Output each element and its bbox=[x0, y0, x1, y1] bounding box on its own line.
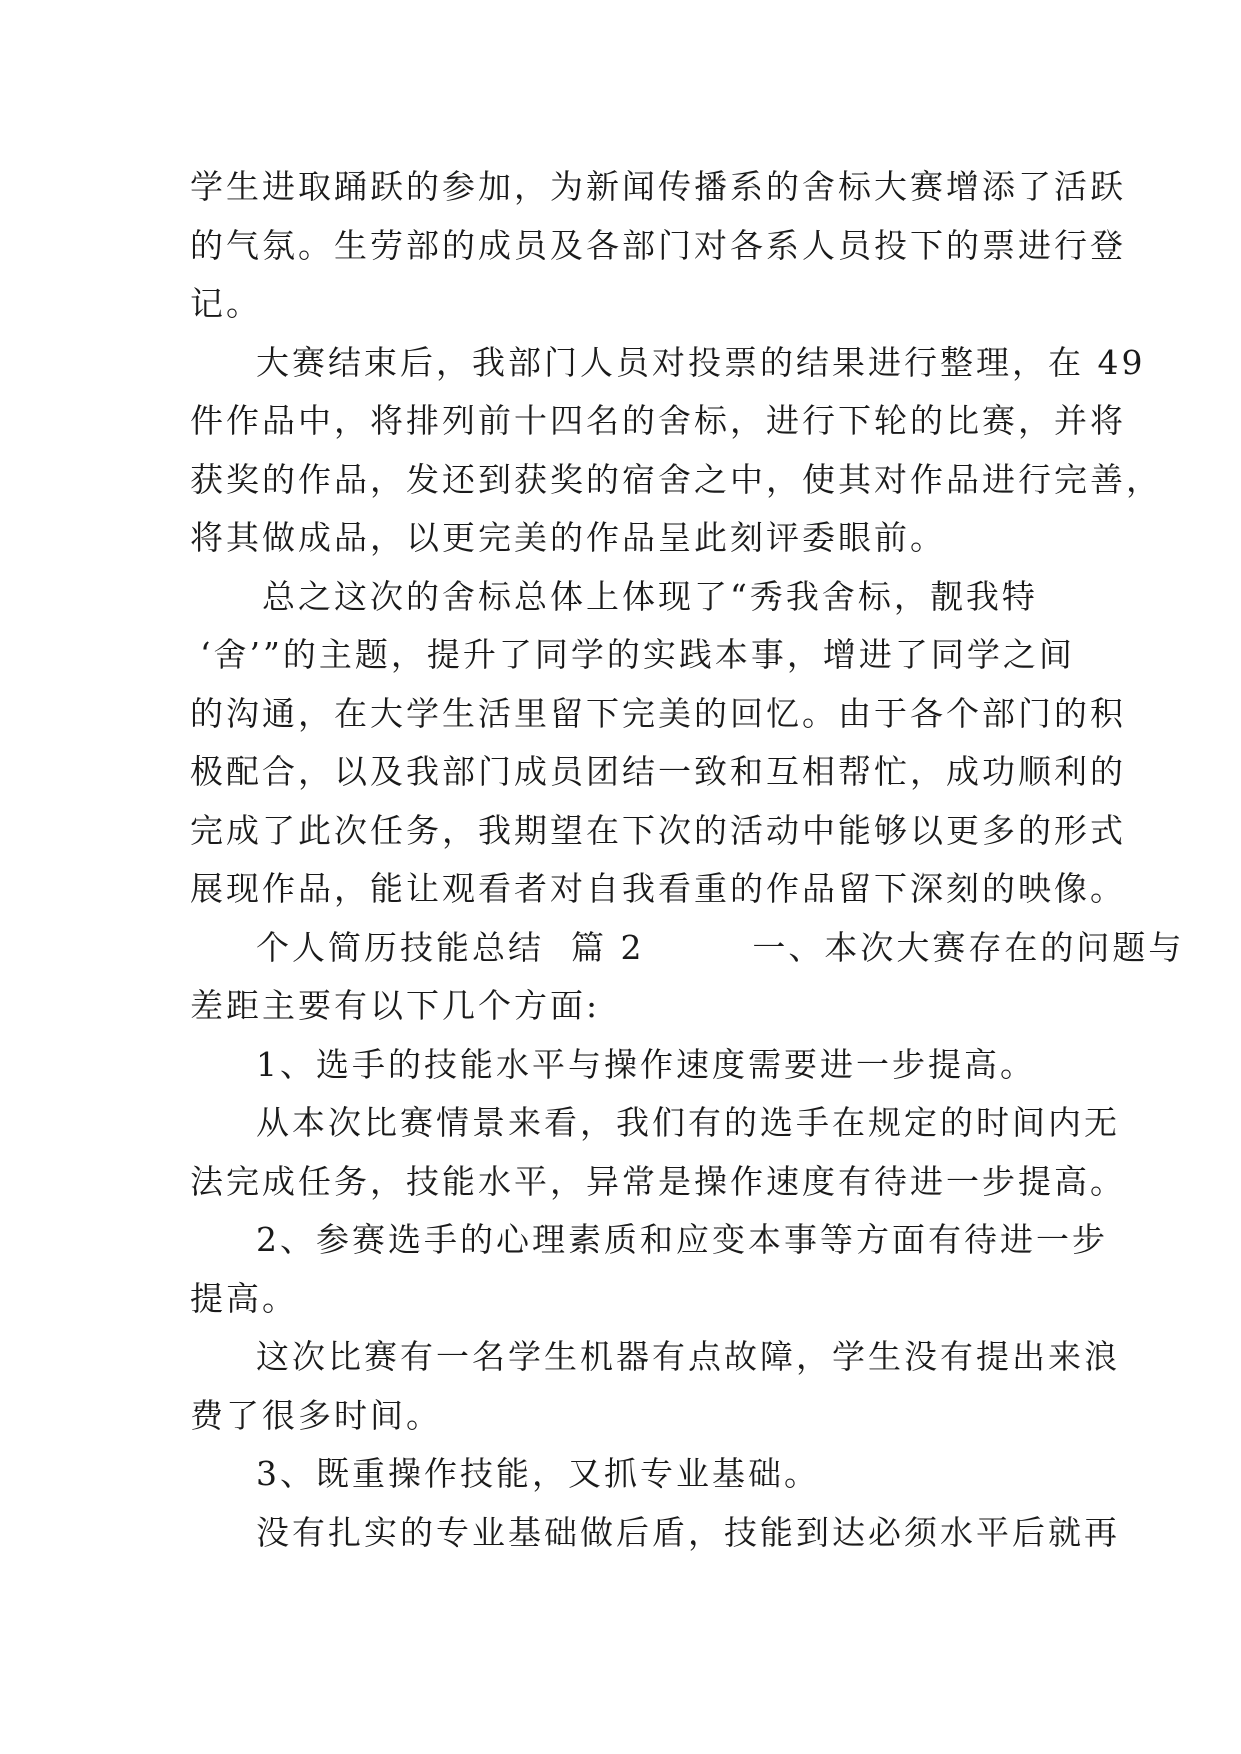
text-line: 这次比赛有一名学生机器有点故障，学生没有提出来浪 bbox=[256, 1337, 1120, 1376]
text-line: 的气氛。生劳部的成员及各部门对各系人员投下的票进行登 bbox=[190, 225, 1126, 265]
document-body bbox=[190, 158, 1185, 1562]
text-line: 提高。 bbox=[190, 1278, 298, 1318]
text-line: 记。 bbox=[190, 284, 262, 323]
text-line: 大赛结束后，我部门人员对投票的结果进行整理，在 49 bbox=[256, 342, 1146, 382]
text-line: 学生进取踊跃的参加，为新闻传播系的舍标大赛增添了活跃 bbox=[190, 167, 1126, 206]
text-line: ‘舍’”的主题，提升了同学的实践本事，增进了同学之间 bbox=[200, 635, 1075, 674]
text-line: 费了很多时间。 bbox=[190, 1395, 442, 1435]
text-line: 完成了此次任务，我期望在下次的活动中能够以更多的形式 bbox=[190, 810, 1126, 850]
text-line: 展现作品，能让观看者对自我看重的作品留下深刻的映像。 bbox=[190, 869, 1126, 908]
text-line: 差距主要有以下几个方面: bbox=[190, 986, 601, 1025]
text-line: 3、既重操作技能，又抓专业基础。 bbox=[256, 1454, 820, 1493]
text-line: 2、参赛选手的心理素质和应变本事等方面有待进一步 bbox=[256, 1220, 1108, 1259]
text-line: 极配合，以及我部门成员团结一致和互相帮忙，成功顺利的 bbox=[190, 752, 1126, 791]
text-line: 没有扎实的专业基础做后盾，技能到达必须水平后就再 bbox=[256, 1512, 1120, 1552]
text-line: 1、选手的技能水平与操作速度需要进一步提高。 bbox=[256, 1044, 1036, 1084]
text-line: 获奖的作品，发还到获奖的宿舍之中，使其对作品进行完善， bbox=[190, 459, 1162, 499]
text-line: 法完成任务，技能水平，异常是操作速度有待进一步提高。 bbox=[190, 1161, 1126, 1201]
text-line: 总之这次的舍标总体上体现了“秀我舍标，靓我特 bbox=[262, 576, 1038, 616]
text-line: 将其做成品，以更完美的作品呈此刻评委眼前。 bbox=[190, 518, 946, 557]
text-line: 个人简历技能总结 篇 2 一、本次大赛存在的问题与 bbox=[256, 927, 1185, 967]
text-line: 件作品中，将排列前十四名的舍标，进行下轮的比赛，并将 bbox=[190, 401, 1126, 440]
text-line: 的沟通，在大学生活里留下完美的回忆。由于各个部门的积 bbox=[190, 693, 1126, 733]
text-line: 从本次比赛情景来看，我们有的选手在规定的时间内无 bbox=[256, 1103, 1120, 1142]
